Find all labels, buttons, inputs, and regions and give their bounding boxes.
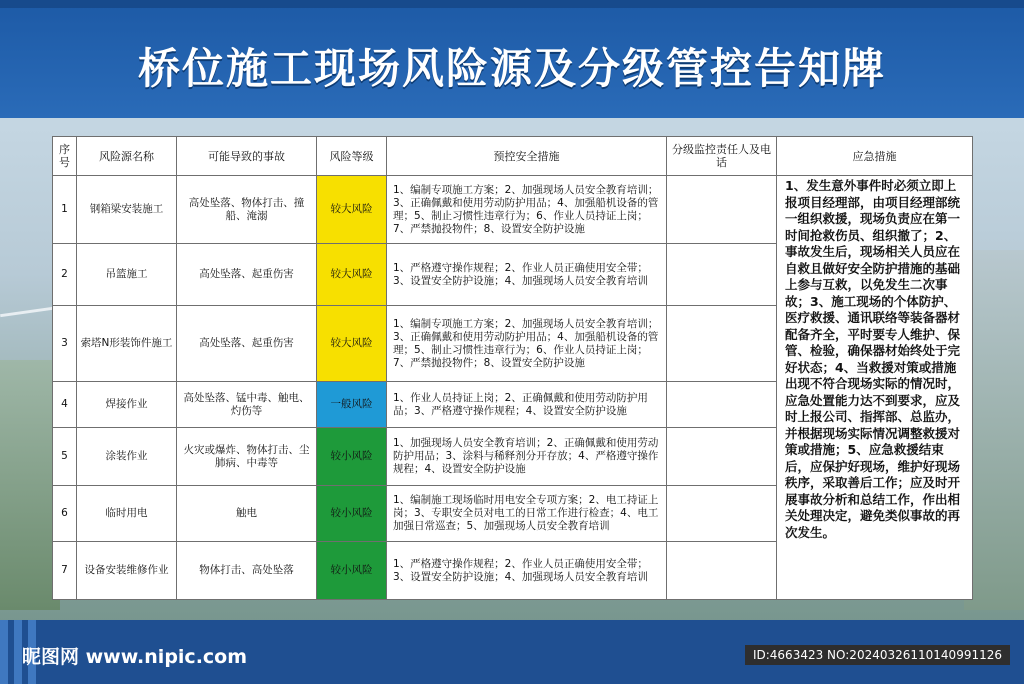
background-bridge: [0, 306, 60, 317]
row-no: 2: [53, 244, 77, 306]
header-no: 序号: [53, 137, 77, 176]
header-source: 风险源名称: [77, 137, 177, 176]
row-level: 较大风险: [317, 306, 387, 382]
row-level: 较小风险: [317, 428, 387, 486]
footer-stripe: [0, 620, 8, 684]
row-measures: 1、编制专项施工方案；2、加强现场人员安全教育培训；3、正确佩戴和使用劳动防护用品；4、加强船机设备的管理；5、制止习惯性违章行为；6、作业人员持证上岗；7、严禁抛投物件；8、设置安全防护设施: [387, 176, 667, 244]
title-banner: [0, 0, 1024, 118]
row-accident: 高处坠落、锰中毒、触电、灼伤等: [177, 382, 317, 428]
row-measures: 1、编制专项施工方案；2、加强现场人员安全教育培训；3、正确佩戴和使用劳动防护用品；4、加强船机设备的管理；5、制止习惯性违章行为；6、作业人员持证上岗；7、严禁抛投物件；8、设置安全防护设施: [387, 306, 667, 382]
row-accident: 触电: [177, 486, 317, 542]
row-contact: [667, 542, 777, 600]
footer-stripe: [14, 620, 22, 684]
row-source: 钢箱梁安装施工: [77, 176, 177, 244]
row-accident: 高处坠落、物体打击、撞船、淹溺: [177, 176, 317, 244]
row-source: 吊篮施工: [77, 244, 177, 306]
row-accident: 高处坠落、起重伤害: [177, 244, 317, 306]
row-level: 一般风险: [317, 382, 387, 428]
row-accident: 火灾或爆炸、物体打击、尘肺病、中毒等: [177, 428, 317, 486]
row-source: 设备安装维修作业: [77, 542, 177, 600]
row-measures: 1、严格遵守操作规程；2、作业人员正确使用安全带；3、设置安全防护设施；4、加强现场人员安全教育培训: [387, 244, 667, 306]
row-contact: [667, 176, 777, 244]
page-title: 桥位施工现场风险源及分级管控告知牌: [137, 44, 886, 93]
row-no: 5: [53, 428, 77, 486]
header-accident: 可能导致的事故: [177, 137, 317, 176]
row-contact: [667, 486, 777, 542]
row-no: 4: [53, 382, 77, 428]
header-contact: 分级监控责任人及电话: [667, 137, 777, 176]
image-id-label: ID:4663423 NO:20240326110140991126: [745, 645, 1010, 665]
row-no: 7: [53, 542, 77, 600]
row-source: 焊接作业: [77, 382, 177, 428]
row-measures: 1、编制施工现场临时用电安全专项方案；2、电工持证上岗；3、专职安全员对电工的日常工作进行检查；4、电工加强日常巡查；5、加强现场人员安全教育培训: [387, 486, 667, 542]
row-accident: 物体打击、高处坠落: [177, 542, 317, 600]
row-no: 6: [53, 486, 77, 542]
row-contact: [667, 382, 777, 428]
header-measures: 预控安全措施: [387, 137, 667, 176]
header-level: 风险等级: [317, 137, 387, 176]
row-source: 临时用电: [77, 486, 177, 542]
background-scenery-right: [964, 250, 1024, 610]
row-contact: [667, 244, 777, 306]
row-level: 较小风险: [317, 542, 387, 600]
row-no: 3: [53, 306, 77, 382]
row-measures: 1、加强现场人员安全教育培训；2、正确佩戴和使用劳动防护用品；3、涂料与稀释剂分开存放；4、严格遵守操作规程；4、设置安全防护设施: [387, 428, 667, 486]
row-measures: 1、作业人员持证上岗；2、正确佩戴和使用劳动防护用品；3、严格遵守操作规程；4、设置安全防护设施: [387, 382, 667, 428]
emergency-measures: 1、发生意外事件时必须立即上报项目经理部，由项目经理部统一组织救援，现场负责应在第一时间抢救伤员、组织撤了；2、事故发生后，现场相关人员应在自救且做好安全防护措施的基础上参与互救，以免发生二次事故；3、施工现场的个体防护、医疗救援、通讯联络等装备器材配备齐全，平时要专人维护、保管、检验，确保器材始终处于完好状态；4、当救援对策或措施出现不符合现场实际的情况时，应急处置能力达不到要求，应及时上报公司、指挥部、总监办，并根据现场实际情况调整救援对策或措施；5、应急救援结束后，应保护好现场，维护好现场秩序，采取善后工作；应及时开展事故分析和总结工作，作出相关处理决定，避免类似事故的再次发生。: [777, 176, 973, 600]
row-level: 较大风险: [317, 176, 387, 244]
row-source: 索塔N形装饰件施工: [77, 306, 177, 382]
risk-table-container: [52, 136, 972, 600]
row-source: 涂装作业: [77, 428, 177, 486]
row-level: 较小风险: [317, 486, 387, 542]
background-scenery-left: [0, 360, 60, 610]
header-emergency: 应急措施: [777, 137, 973, 176]
row-level: 较大风险: [317, 244, 387, 306]
watermark-logo: 昵图网 www.nipic.com: [22, 646, 248, 668]
table-row: [53, 176, 973, 244]
risk-table: [52, 136, 973, 600]
row-contact: [667, 306, 777, 382]
row-accident: 高处坠落、起重伤害: [177, 306, 317, 382]
table-header-row: [53, 137, 973, 176]
row-contact: [667, 428, 777, 486]
row-measures: 1、严格遵守操作规程；2、作业人员正确使用安全带；3、设置安全防护设施；4、加强现场人员安全教育培训: [387, 542, 667, 600]
row-no: 1: [53, 176, 77, 244]
